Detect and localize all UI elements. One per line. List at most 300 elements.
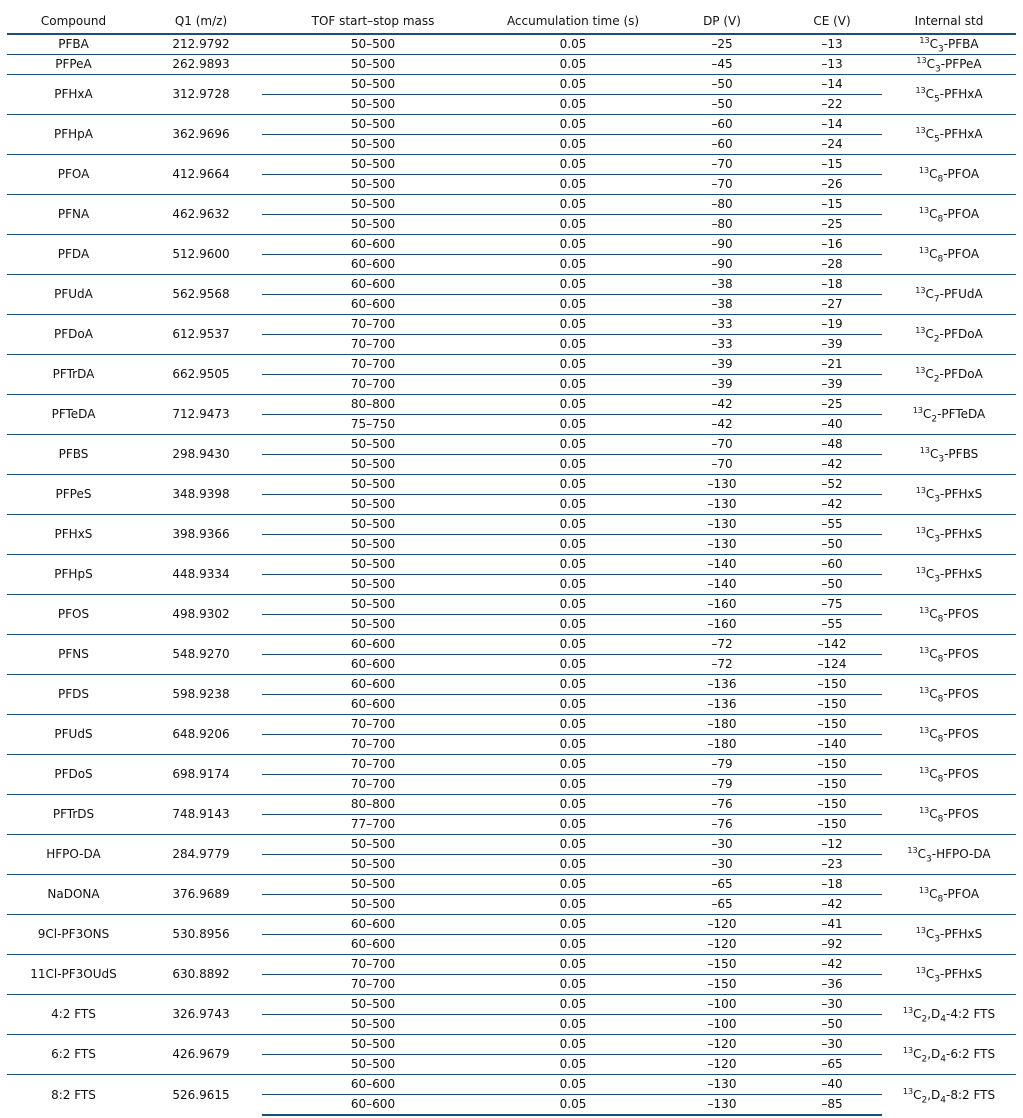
cell-compound: 8:2 FTS <box>7 1075 140 1116</box>
cell-accumulation: 0.05 <box>484 695 662 715</box>
std-element: C <box>925 967 935 981</box>
cell-ce: –30 <box>782 995 882 1015</box>
cell-accumulation: 0.05 <box>484 34 662 55</box>
cell-q1: 284.9779 <box>140 835 262 875</box>
table-row <box>7 475 1016 495</box>
cell-accumulation: 0.05 <box>484 235 662 255</box>
cell-tof: 60–600 <box>262 655 484 675</box>
cell-compound: 9Cl-PF3ONS <box>7 915 140 955</box>
cell-tof: 50–500 <box>262 1015 484 1035</box>
std-isotope: 13 <box>916 56 927 65</box>
cell-q1: 526.9615 <box>140 1075 262 1116</box>
cell-internal-std <box>882 475 1016 515</box>
std-name: -HFPO-DA <box>931 847 991 861</box>
table-row <box>7 1035 1016 1055</box>
cell-tof: 50–500 <box>262 855 484 875</box>
std-count: 5 <box>934 134 940 145</box>
cell-q1: 748.9143 <box>140 795 262 835</box>
cell-ce: –150 <box>782 755 882 775</box>
std-element: C <box>929 607 938 621</box>
col-header-ce: CE (V) <box>782 9 882 34</box>
std-count: 5 <box>934 94 940 105</box>
cell-dp: –60 <box>662 115 782 135</box>
cell-compound: PFHxS <box>7 515 140 555</box>
cell-internal-std <box>882 395 1016 435</box>
std-name: -PFHxS <box>940 967 983 981</box>
std-element-2: ,D <box>927 1087 941 1102</box>
cell-accumulation: 0.05 <box>484 615 662 635</box>
cell-tof: 60–600 <box>262 1095 484 1116</box>
cell-internal-std <box>882 115 1016 155</box>
cell-ce: –14 <box>782 115 882 135</box>
cell-internal-std <box>882 1075 1016 1116</box>
cell-tof: 50–500 <box>262 875 484 895</box>
cell-ce: –150 <box>782 815 882 835</box>
std-isotope: 13 <box>918 206 930 215</box>
std-name: -PFHxS <box>940 567 983 581</box>
cell-accumulation: 0.05 <box>484 915 662 935</box>
cell-compound: PFNA <box>7 195 140 235</box>
std-isotope: 13 <box>919 646 930 655</box>
cell-accumulation: 0.05 <box>484 175 662 195</box>
cell-ce: –50 <box>782 1015 882 1035</box>
cell-ce: –150 <box>782 695 882 715</box>
cell-internal-std <box>882 715 1016 755</box>
cell-tof: 50–500 <box>262 215 484 235</box>
cell-accumulation: 0.05 <box>484 195 662 215</box>
cell-dp: –25 <box>662 34 782 55</box>
cell-dp: –160 <box>662 615 782 635</box>
std-count: 2 <box>933 334 940 345</box>
cell-ce: –42 <box>782 895 882 915</box>
std-count-2: 4 <box>940 1094 946 1105</box>
cell-dp: –136 <box>662 675 782 695</box>
cell-compound: PFDoS <box>7 755 140 795</box>
std-name: -PFHxS <box>940 487 983 501</box>
cell-ce: –19 <box>782 315 882 335</box>
cell-ce: –92 <box>782 935 882 955</box>
std-element: C <box>925 487 935 501</box>
cell-q1: 530.8956 <box>140 915 262 955</box>
std-name: -PFHxA <box>939 87 983 101</box>
std-isotope: 13 <box>915 366 926 375</box>
cell-accumulation: 0.05 <box>484 155 662 175</box>
cell-dp: –72 <box>662 635 782 655</box>
cell-accumulation: 0.05 <box>484 775 662 795</box>
cell-dp: –72 <box>662 655 782 675</box>
std-name: -PFHxS <box>940 927 983 941</box>
cell-ce: –42 <box>782 455 882 475</box>
cell-tof: 70–700 <box>262 335 484 355</box>
cell-accumulation: 0.05 <box>484 495 662 515</box>
table-row <box>7 515 1016 535</box>
std-count: 8 <box>937 694 944 705</box>
cell-dp: –90 <box>662 255 782 275</box>
std-element: C <box>929 767 938 781</box>
std-isotope: 13 <box>919 36 930 45</box>
table-row <box>7 155 1016 175</box>
cell-accumulation: 0.05 <box>484 935 662 955</box>
cell-accumulation: 0.05 <box>484 375 662 395</box>
parameters-table <box>7 9 1016 1116</box>
table-row <box>7 875 1016 895</box>
std-element: C <box>913 1047 922 1061</box>
cell-tof: 75–750 <box>262 415 484 435</box>
cell-ce: –26 <box>782 175 882 195</box>
cell-compound: PFHpS <box>7 555 140 595</box>
cell-tof: 60–600 <box>262 275 484 295</box>
col-header-tof: TOF start–stop mass <box>262 9 484 34</box>
cell-dp: –130 <box>662 475 782 495</box>
cell-internal-std <box>882 595 1016 635</box>
std-count: 3 <box>934 534 941 545</box>
cell-ce: –30 <box>782 1035 882 1055</box>
std-element: C <box>929 247 938 261</box>
table-body <box>7 34 1016 1115</box>
cell-accumulation: 0.05 <box>484 1075 662 1095</box>
std-name: -PFOA <box>943 167 980 181</box>
cell-internal-std <box>882 435 1016 475</box>
cell-ce: –42 <box>782 495 882 515</box>
cell-ce: –150 <box>782 775 882 795</box>
table-row <box>7 195 1016 215</box>
std-count: 2 <box>921 1054 928 1065</box>
cell-ce: –142 <box>782 635 882 655</box>
std-element: C <box>925 287 934 301</box>
std-element: C <box>929 37 938 51</box>
cell-accumulation: 0.05 <box>484 955 662 975</box>
cell-internal-std <box>882 635 1016 675</box>
cell-accumulation: 0.05 <box>484 595 662 615</box>
table-row <box>7 715 1016 735</box>
std-name: -6:2 FTS <box>946 1047 996 1061</box>
cell-dp: –120 <box>662 915 782 935</box>
cell-compound: PFPeS <box>7 475 140 515</box>
cell-dp: –180 <box>662 735 782 755</box>
cell-ce: –50 <box>782 535 882 555</box>
std-name: -PFOA <box>943 207 980 221</box>
cell-ce: –39 <box>782 375 882 395</box>
std-name: -PFOA <box>943 247 980 261</box>
cell-ce: –60 <box>782 555 882 575</box>
cell-ce: –12 <box>782 835 882 855</box>
cell-q1: 212.9792 <box>140 34 262 55</box>
std-count: 3 <box>934 974 941 985</box>
std-element: C <box>929 887 938 901</box>
std-count: 3 <box>934 64 941 75</box>
cell-internal-std <box>882 675 1016 715</box>
cell-q1: 598.9238 <box>140 675 262 715</box>
cell-q1: 426.9679 <box>140 1035 262 1075</box>
cell-q1: 512.9600 <box>140 235 262 275</box>
table-row <box>7 275 1016 295</box>
cell-tof: 70–700 <box>262 955 484 975</box>
cell-dp: –150 <box>662 955 782 975</box>
cell-ce: –55 <box>782 515 882 535</box>
cell-internal-std <box>882 515 1016 555</box>
cell-dp: –80 <box>662 215 782 235</box>
cell-tof: 60–600 <box>262 935 484 955</box>
std-element: C <box>925 87 935 101</box>
std-count: 2 <box>933 374 940 385</box>
cell-tof: 70–700 <box>262 735 484 755</box>
cell-q1: 562.9568 <box>140 275 262 315</box>
cell-dp: –79 <box>662 755 782 775</box>
std-name: -PFOA <box>943 887 980 901</box>
cell-internal-std <box>882 55 1016 75</box>
cell-accumulation: 0.05 <box>484 835 662 855</box>
cell-compound: PFTeDA <box>7 395 140 435</box>
col-header-accumulation: Accumulation time (s) <box>484 9 662 34</box>
cell-compound: PFPeA <box>7 55 140 75</box>
table-row <box>7 1075 1016 1095</box>
cell-ce: –40 <box>782 415 882 435</box>
cell-accumulation: 0.05 <box>484 1095 662 1116</box>
table-row <box>7 755 1016 775</box>
std-element: C <box>913 1087 922 1102</box>
std-isotope: 13 <box>907 846 918 855</box>
table-row <box>7 435 1016 455</box>
cell-compound: PFBS <box>7 435 140 475</box>
std-count: 2 <box>921 1094 928 1105</box>
cell-dp: –100 <box>662 1015 782 1035</box>
std-isotope: 13 <box>918 246 930 255</box>
std-isotope: 13 <box>919 766 930 775</box>
cell-q1: 662.9505 <box>140 355 262 395</box>
cell-accumulation: 0.05 <box>484 315 662 335</box>
std-element: C <box>922 407 932 421</box>
std-isotope: 13 <box>915 926 926 935</box>
cell-accumulation: 0.05 <box>484 795 662 815</box>
cell-dp: –33 <box>662 335 782 355</box>
cell-tof: 60–600 <box>262 635 484 655</box>
std-count: 8 <box>937 254 944 265</box>
std-isotope: 13 <box>915 486 926 495</box>
cell-tof: 50–500 <box>262 895 484 915</box>
table-row <box>7 75 1016 95</box>
cell-q1: 698.9174 <box>140 755 262 795</box>
header-row <box>7 9 1016 34</box>
cell-accumulation: 0.05 <box>484 115 662 135</box>
std-count: 8 <box>937 814 944 825</box>
cell-accumulation: 0.05 <box>484 515 662 535</box>
cell-dp: –76 <box>662 815 782 835</box>
cell-accumulation: 0.05 <box>484 135 662 155</box>
cell-ce: –28 <box>782 255 882 275</box>
cell-ce: –150 <box>782 715 882 735</box>
cell-internal-std <box>882 155 1016 195</box>
cell-ce: –124 <box>782 655 882 675</box>
cell-ce: –50 <box>782 575 882 595</box>
cell-tof: 50–500 <box>262 455 484 475</box>
cell-tof: 50–500 <box>262 55 484 75</box>
std-isotope: 13 <box>919 726 930 735</box>
cell-accumulation: 0.05 <box>484 555 662 575</box>
std-element: C <box>929 687 938 701</box>
std-count: 3 <box>938 454 945 465</box>
std-element: C <box>925 327 934 341</box>
cell-compound: PFOA <box>7 155 140 195</box>
cell-accumulation: 0.05 <box>484 1015 662 1035</box>
cell-accumulation: 0.05 <box>484 475 662 495</box>
cell-q1: 376.9689 <box>140 875 262 915</box>
std-count: 2 <box>931 414 938 425</box>
table-row <box>7 955 1016 975</box>
cell-dp: –120 <box>662 935 782 955</box>
cell-compound: PFOS <box>7 595 140 635</box>
cell-accumulation: 0.05 <box>484 675 662 695</box>
std-count: 3 <box>934 934 941 945</box>
cell-tof: 50–500 <box>262 34 484 55</box>
std-isotope: 13 <box>915 526 926 535</box>
cell-ce: –85 <box>782 1095 882 1116</box>
cell-tof: 80–800 <box>262 395 484 415</box>
cell-accumulation: 0.05 <box>484 975 662 995</box>
std-element: C <box>929 807 938 821</box>
std-element: C <box>925 567 935 581</box>
std-count: 8 <box>937 214 944 225</box>
cell-ce: –150 <box>782 675 882 695</box>
std-isotope: 13 <box>918 166 930 175</box>
cell-ce: –48 <box>782 435 882 455</box>
std-count: 8 <box>937 174 944 185</box>
cell-ce: –15 <box>782 195 882 215</box>
cell-compound: 6:2 FTS <box>7 1035 140 1075</box>
cell-dp: –80 <box>662 195 782 215</box>
cell-dp: –50 <box>662 95 782 115</box>
cell-accumulation: 0.05 <box>484 395 662 415</box>
cell-dp: –65 <box>662 875 782 895</box>
std-isotope: 13 <box>919 606 930 615</box>
table-row <box>7 55 1016 75</box>
cell-dp: –38 <box>662 295 782 315</box>
cell-accumulation: 0.05 <box>484 635 662 655</box>
cell-internal-std <box>882 315 1016 355</box>
cell-dp: –39 <box>662 375 782 395</box>
cell-compound: 4:2 FTS <box>7 995 140 1035</box>
cell-q1: 348.9398 <box>140 475 262 515</box>
std-isotope: 13 <box>915 566 926 575</box>
cell-tof: 50–500 <box>262 595 484 615</box>
cell-internal-std <box>882 1035 1016 1075</box>
cell-internal-std <box>882 275 1016 315</box>
std-element: C <box>925 127 935 141</box>
cell-accumulation: 0.05 <box>484 415 662 435</box>
std-name: -PFBS <box>944 447 979 461</box>
cell-internal-std <box>882 195 1016 235</box>
cell-ce: –22 <box>782 95 882 115</box>
cell-compound: PFHpA <box>7 115 140 155</box>
cell-dp: –140 <box>662 555 782 575</box>
cell-compound: PFDoA <box>7 315 140 355</box>
cell-ce: –75 <box>782 595 882 615</box>
cell-ce: –27 <box>782 295 882 315</box>
std-element: C <box>926 57 935 71</box>
cell-dp: –65 <box>662 895 782 915</box>
cell-accumulation: 0.05 <box>484 875 662 895</box>
cell-compound: PFUdA <box>7 275 140 315</box>
cell-tof: 60–600 <box>262 915 484 935</box>
cell-internal-std <box>882 235 1016 275</box>
cell-compound: NaDONA <box>7 875 140 915</box>
std-element: C <box>925 927 935 941</box>
table-row <box>7 34 1016 55</box>
cell-q1: 448.9334 <box>140 555 262 595</box>
std-name: -PFOS <box>943 727 979 741</box>
cell-compound: PFDA <box>7 235 140 275</box>
cell-accumulation: 0.05 <box>484 355 662 375</box>
cell-compound: PFBA <box>7 34 140 55</box>
std-name: -PFTeDA <box>937 407 986 421</box>
cell-dp: –30 <box>662 835 782 855</box>
std-name: -PFDoA <box>939 327 983 341</box>
std-isotope: 13 <box>919 806 930 815</box>
cell-q1: 362.9696 <box>140 115 262 155</box>
cell-ce: –42 <box>782 955 882 975</box>
std-count: 2 <box>921 1014 928 1025</box>
cell-tof: 60–600 <box>262 235 484 255</box>
cell-dp: –130 <box>662 495 782 515</box>
cell-tof: 70–700 <box>262 755 484 775</box>
table-row <box>7 115 1016 135</box>
std-count-2: 4 <box>940 1014 946 1025</box>
cell-tof: 50–500 <box>262 1035 484 1055</box>
std-isotope: 13 <box>912 406 923 415</box>
cell-accumulation: 0.05 <box>484 55 662 75</box>
std-count: 3 <box>934 494 941 505</box>
std-isotope: 13 <box>918 886 930 895</box>
cell-q1: 648.9206 <box>140 715 262 755</box>
std-count-2: 4 <box>940 1054 946 1065</box>
cell-tof: 77–700 <box>262 815 484 835</box>
cell-compound: PFTrDA <box>7 355 140 395</box>
cell-dp: –42 <box>662 415 782 435</box>
cell-ce: –55 <box>782 615 882 635</box>
cell-tof: 60–600 <box>262 295 484 315</box>
std-element: C <box>913 1007 922 1021</box>
table-row <box>7 595 1016 615</box>
cell-ce: –65 <box>782 1055 882 1075</box>
cell-dp: –140 <box>662 575 782 595</box>
cell-tof: 70–700 <box>262 775 484 795</box>
std-name: -PFDoA <box>939 367 983 381</box>
cell-q1: 298.9430 <box>140 435 262 475</box>
cell-q1: 612.9537 <box>140 315 262 355</box>
cell-tof: 70–700 <box>262 315 484 335</box>
cell-ce: –41 <box>782 915 882 935</box>
cell-tof: 50–500 <box>262 135 484 155</box>
cell-dp: –45 <box>662 55 782 75</box>
cell-tof: 50–500 <box>262 995 484 1015</box>
cell-q1: 326.9743 <box>140 995 262 1035</box>
std-name: -PFOS <box>943 807 979 821</box>
table-row <box>7 355 1016 375</box>
cell-accumulation: 0.05 <box>484 335 662 355</box>
cell-dp: –70 <box>662 155 782 175</box>
std-name: -PFOS <box>943 607 979 621</box>
std-count: 8 <box>937 894 944 905</box>
cell-ce: –23 <box>782 855 882 875</box>
cell-q1: 462.9632 <box>140 195 262 235</box>
cell-tof: 60–600 <box>262 695 484 715</box>
cell-internal-std <box>882 75 1016 115</box>
cell-ce: –14 <box>782 75 882 95</box>
cell-q1: 712.9473 <box>140 395 262 435</box>
cell-dp: –70 <box>662 455 782 475</box>
std-name: -PFBA <box>943 37 979 51</box>
cell-accumulation: 0.05 <box>484 295 662 315</box>
col-header-dp: DP (V) <box>662 9 782 34</box>
